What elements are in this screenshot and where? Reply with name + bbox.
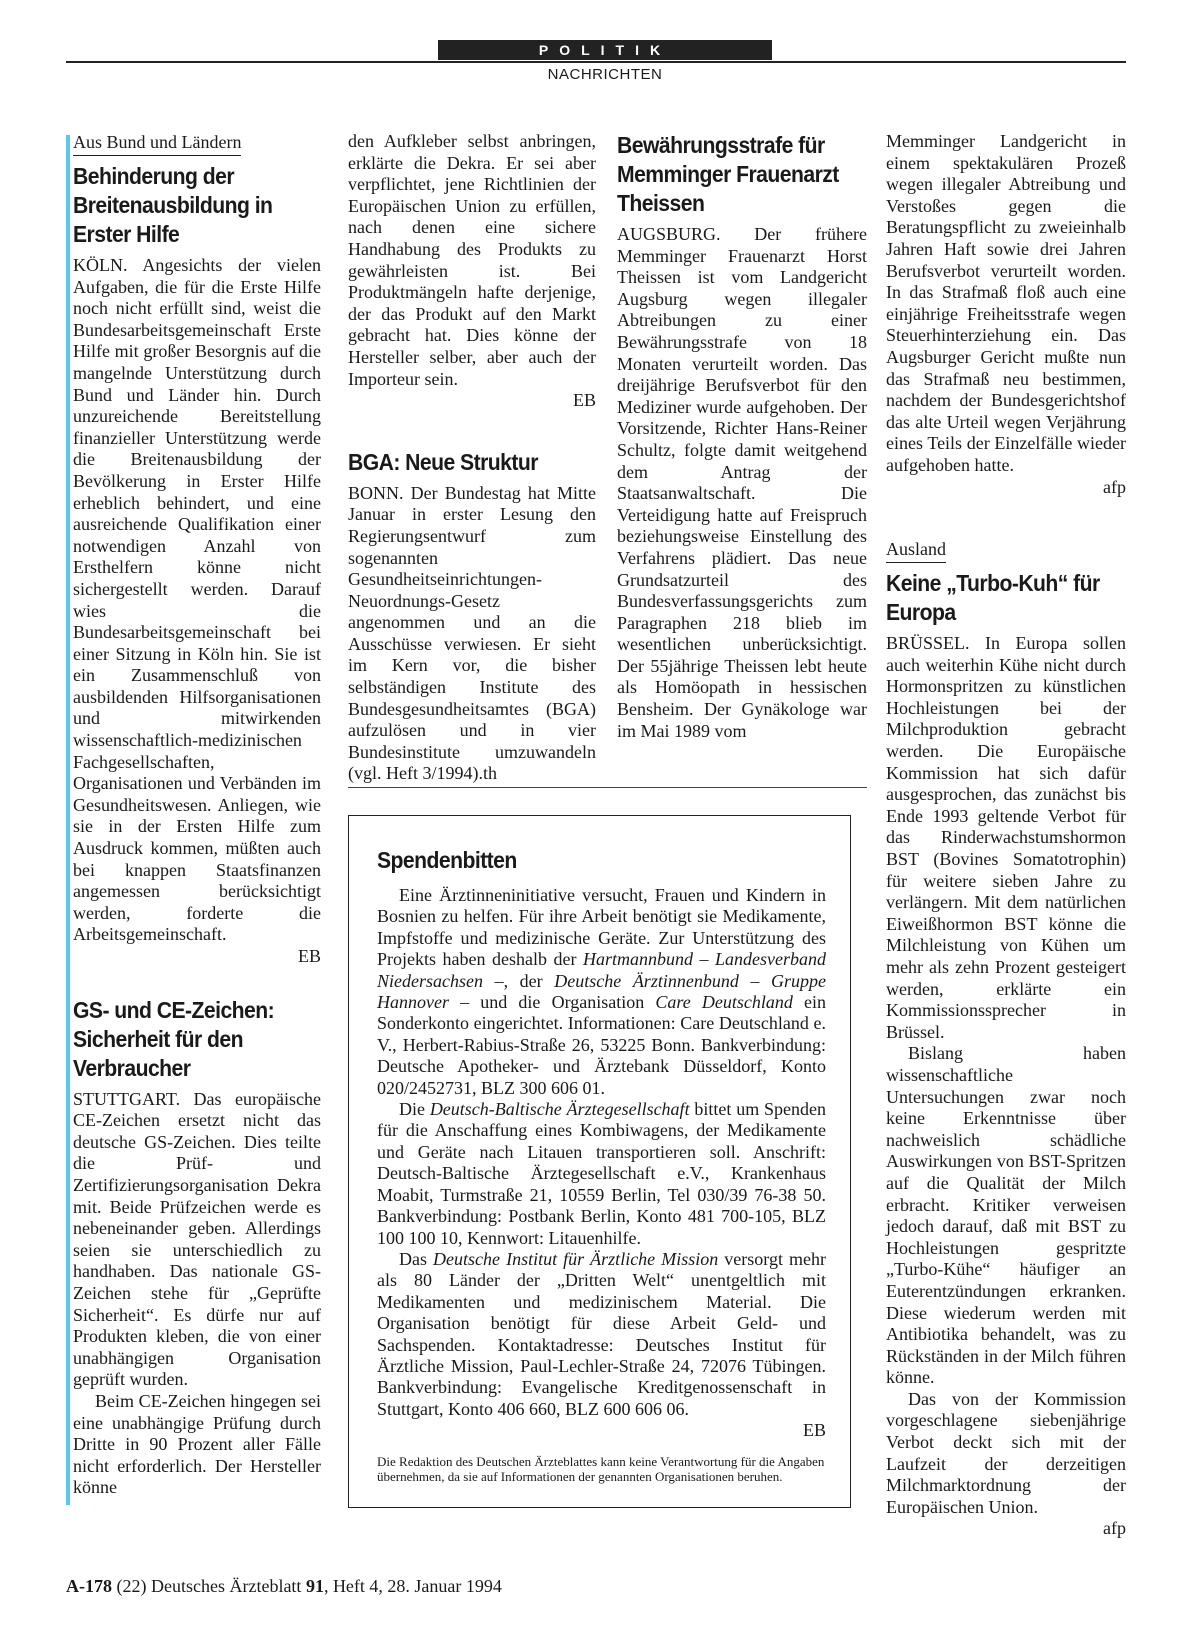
- footer-issue: , Heft 4, 28. Januar 1994: [323, 1576, 502, 1596]
- article-signature: afp: [1103, 476, 1126, 497]
- article-body: KÖLN. Angesichts der vielen Aufgaben, die für die Erste Hilfe noch nicht erfüllt sind, weist die Bundesarbeitsgemeinschaft Erste Hilfe mit großer Besorgnis auf die mangelnde Unterstützung durch Bund und Länder hin. Durch unzureichende Bereitstellung finanzieller Unterstützung werde die Breitenausbildung der Bevölkerung in Erster Hilfe erheblich behindert, und eine ausreichende Qualifikation einer notwendigen Anzahl von Ersthelfern könne nicht sichergestellt werden. Darauf wies die Bundesarbeitsgemeinschaft bei einer Sitzung in Köln hin. Sie ist ein Zusammenschluß von ausbildenden Hilfsorganisationen und mitwirkenden wissenschaftlich-medizinischen Fachgesellschaften, Organisationen und Verbänden im Gesundheitswesen. Anliegen, wie sie in der Ersten Hilfe zum Ausdruck kommen, müßten auch bei knappen Staatsfinanzen angemessen berücksichtigt werden, forderte die Arbeitsgemeinschaft. EB: [73, 255, 321, 966]
- column-2: [348, 131, 596, 785]
- box-paragraph: Eine Ärztinneninitiative versucht, Frauen und Kindern in Bosnien zu helfen. Für ihre Arbeit benötigt sie Medikamente, Impfstoffe und medizinische Geräte. Zur Unterstützung des Projekts haben deshalb der Hartmannbund – Landesverband Niedersachsen –, der Deutsche Ärztinnenbund – Gruppe Hannover – und die Organisation Care Deutschland ein Sonderkonto eingerichtet. Informationen: Care Deutschland e. V., Herbert-Rabius-Straße 26, 53225 Bonn. Bankverbindung: Deutsche Apotheker- und Ärztebank Düsseldorf, Konto 020/2452731, BLZ 300 606 01.: [377, 885, 826, 1098]
- section-label: POLITIK: [438, 40, 772, 60]
- article-title: GS- und CE-Zeichen: Sicherheit für den Verbraucher: [73, 996, 275, 1081]
- article-body: den Aufkleber selbst anbringen, erklärte die Dekra. Er sei aber verpflichtet, jene Richtlinien der Europäischen Union zu erfüllen, nach denen eine sichere Handhabung des Produkts zu gewährleisten ist. Bei Produktmängeln hafte derjenige, der das Produkt auf den Markt gebracht hat. Dies könne der Hersteller selber, aber auch der Importeur sein. EB: [348, 131, 596, 411]
- page-footer: [66, 1576, 502, 1597]
- column-4: [886, 131, 1126, 1540]
- page-number: A-178: [66, 1576, 112, 1596]
- article-body: BONN. Der Bundestag hat Mitte Januar in erster Lesung den Regierungsentwurf zum sogenannten Gesundheitseinrichtungen-Neuordnungs-Gesetz angenommen und an die Ausschüsse verwiesen. Er sieht im Kern vor, die bisher selbständigen Institute des Bundesgesundheitsamtes (BGA) aufzulösen und in vier Bundesinstitute umzuwandeln (vgl. Heft 3/1994).th: [348, 482, 596, 784]
- article-title: Keine „Turbo-Kuh“ für Europa: [886, 570, 1100, 626]
- article-body: Das von der Kommission vorgeschlagene siebenjährige Verbot deckt sich mit der Laufzeit der derzeitigen Milchmarktordnung der Europäischen Union. afp: [886, 1388, 1126, 1539]
- subsection-label: NACHRICHTEN: [547, 66, 663, 83]
- article-title: Bewährungsstrafe für Memminger Frauenarzt Theissen: [617, 132, 839, 216]
- column-1: [73, 131, 321, 1499]
- article-signature: th: [482, 763, 497, 784]
- header-rule: [66, 61, 1126, 63]
- box-title: Spendenbitten: [377, 847, 517, 873]
- article-body: Bislang haben wissenschaftliche Untersuchungen zwar noch keine Erkenntnisse über nachweislich schädliche Auswirkungen von BST-Spritzen auf die Qualität der Milch erbracht. Kritiker verweisen jedoch darauf, daß mit BST zu Hochleistungen gespritzte „Turbo-Kühe“ häufiger an Euterentzündungen erkranken. Diese wiederum werden mit Antibiotika behandelt, was zu Rückständen in der Milch führen könne.: [886, 1043, 1126, 1388]
- box-paragraph: Die Deutsch-Baltische Ärztegesellschaft bittet um Spenden für die Anschaffung eines Kombiwagens, der Medikamente und Geräte nach Litauen transportieren soll. Anschrift: Deutsch-Baltische Ärztegesellschaft e.V., Krankenhaus Moabit, Turmstraße 21, 10559 Berlin, Tel 030/39 76-38 50. Bankverbindung: Postbank Berlin, Konto 481 700-105, BLZ 100 100 10, Kennwort: Litauenhilfe.: [377, 1099, 827, 1248]
- divider-rule: [348, 787, 867, 788]
- box-paragraph: Das Deutsche Institut für Ärztliche Mission versorgt mehr als 80 Länder der „Dritten Welt“ unentgeltlich mit Medikamenten und medizinischem Material. Die Organisation benötigt für diese Arbeit Geld- und Sachspenden. Kontaktadresse: Deutsches Institut für Ärztliche Mission, Paul-Lechler-Straße 24, 72076 Tübingen. Bankverbindung: Evangelische Kreditgenossenschaft in Stuttgart, Konto 406 660, BLZ 600 606 06. EB: [377, 1248, 826, 1441]
- article-title: Behinderung der Breitenausbildung in Erster Hilfe: [73, 163, 273, 247]
- article-body: Memminger Landgericht in einem spektakulären Prozeß wegen illegaler Abtreibung und Verstoßes gegen die Beratungspflicht zu zweieinhalb Jahren Haft sowie drei Jahren Berufsverbot verurteilt worden. In das Strafmaß floß auch eine einjährige Freiheitsstrafe wegen Steuerhinterziehung ein. Das Augsburger Gericht mußte nun das Strafmaß neu bestimmen, nachdem der Bundesgerichtshof das alte Urteil wegen Verjährung eines Teils der Einzelfälle wieder aufgehoben hatte. afp: [886, 131, 1126, 497]
- column-3: [617, 131, 867, 742]
- article-body: BRÜSSEL. In Europa sollen auch weiterhin Kühe nicht durch Hormonspritzen zu künstlichen Hochleistungen bei der Milchproduktion gebracht werden. Die Europäische Kommission hat sich dafür ausgesprochen, das zunächst bis Ende 1993 geltende Verbot für das Rinderwachstumshormon BST (Bovines Somatotrophin) für weitere sieben Jahre zu verlängern. Mit dem natürlichen Eiweißhormon BST könne die Milchleistung von Kühen um mehr als zehn Prozent gesteigert werden, erklärte ein Kommissionssprecher in Brüssel.: [886, 633, 1126, 1042]
- column-accent-bar: [66, 135, 70, 1505]
- article-body: Beim CE-Zeichen hingegen sei eine unabhängige Prüfung durch Dritte in 90 Prozent aller Fälle nicht erforderlich. Der Hersteller könne: [73, 1390, 321, 1498]
- article-signature: afp: [1103, 1518, 1126, 1539]
- article-signature: EB: [297, 946, 321, 966]
- donation-box: [348, 815, 851, 1508]
- footer-source: (22) Deutsches Ärzteblatt: [116, 1576, 302, 1596]
- box-disclaimer: Die Redaktion des Deutschen Ärzteblattes kann keine Verantwortung für die Angaben übernehmen, da sie auf Informationen der genannten Organisationen beruhen.: [377, 1453, 825, 1484]
- footer-volume: 91: [305, 1576, 324, 1596]
- box-signature: EB: [802, 1420, 826, 1441]
- article-kicker: Aus Bund und Ländern: [73, 131, 241, 156]
- article-title: BGA: Neue Struktur: [348, 448, 538, 475]
- article-body: AUGSBURG. Der frühere Memminger Frauenarzt Horst Theissen ist vom Landgericht Augsburg wegen illegaler Abtreibungen zu einer Bewährungsstrafe von 18 Monaten verurteilt worden. Das dreijährige Berufsverbot für den Mediziner wurde aufgehoben. Der Vorsitzende, Richter Hans-Reiner Schultz, folgte damit weitgehend dem Antrag der Staatsanwaltschaft. Die Verteidigung hatte auf Freispruch beziehungsweise Einstellung des Verfahrens plädiert. Das neue Grundsatzurteil des Bundesverfassungsgerichts zum Paragraphen 218 blieb im wesentlichen unberücksichtigt. Der 55jährige Theissen lebt heute als Homöopath in hessischen Bensheim. Der Gynäkologe war im Mai 1989 vom: [617, 224, 867, 741]
- article-kicker: Ausland: [886, 538, 946, 563]
- article-signature: EB: [572, 390, 596, 411]
- article-body: STUTTGART. Das europäische CE-Zeichen ersetzt nicht das deutsche GS-Zeichen. Dies teilte die Prüf- und Zertifizierungsorganisation Dekra mit. Beide Prüfzeichen werde es nebeneinander geben. Allerdings seien sie unterschiedlich zu handhaben. Das nationale GS-Zeichen stehe für „Geprüfte Sicherheit“. Es dürfe nur auf Produkten kleben, die von einer unabhängigen Organisation geprüft wurden.: [73, 1088, 321, 1390]
